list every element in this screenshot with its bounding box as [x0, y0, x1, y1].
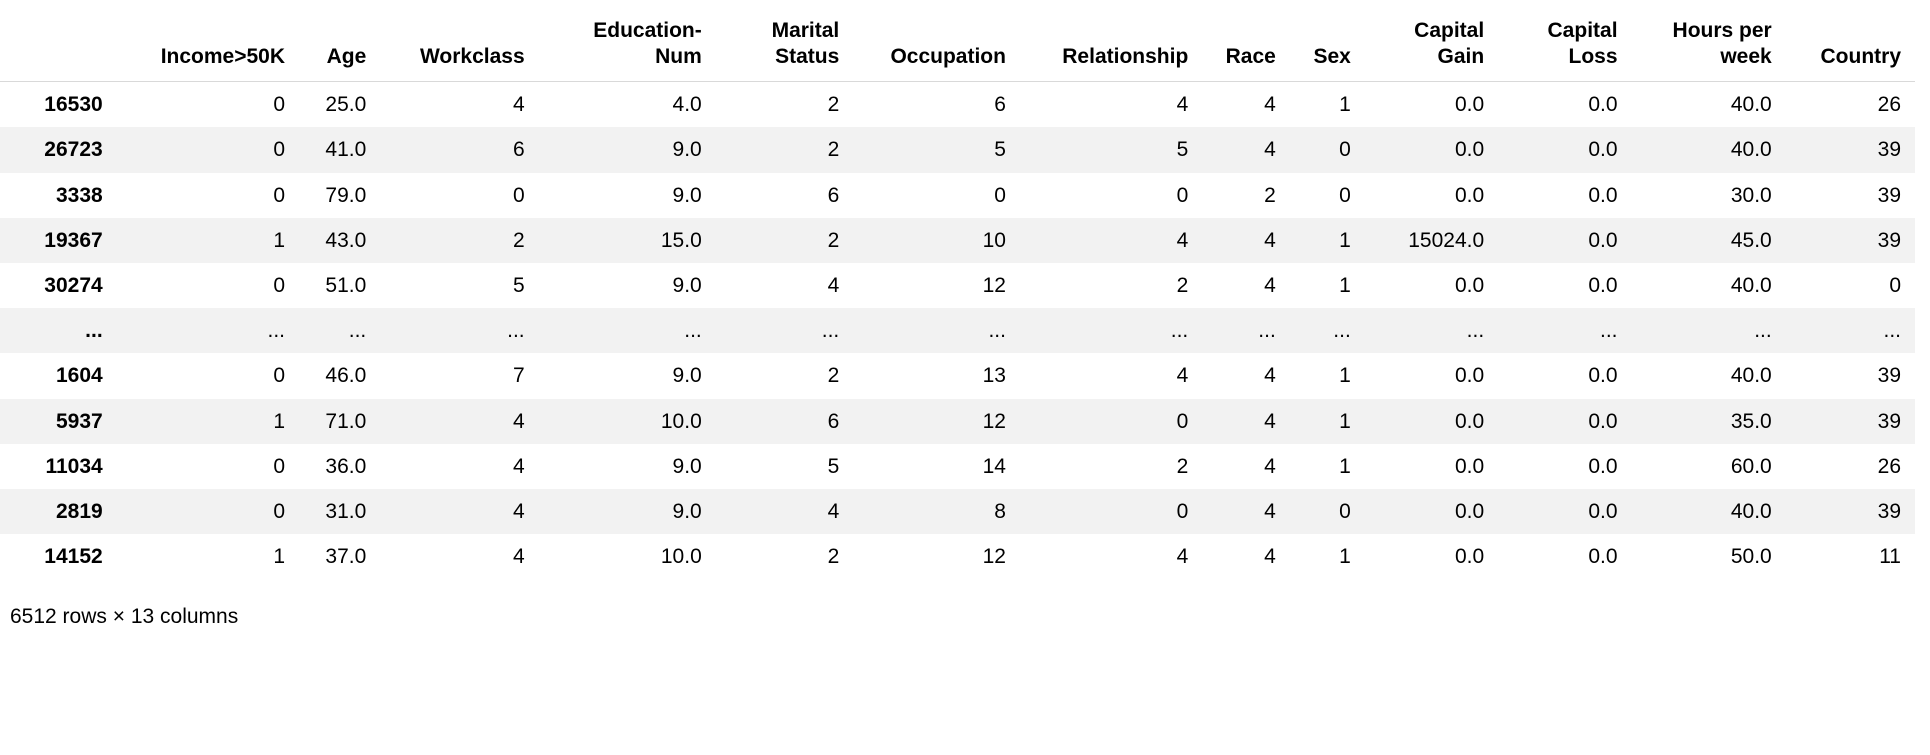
cell: 4	[1264, 273, 1276, 297]
cell: 0.0	[1588, 138, 1618, 162]
table-row	[0, 534, 1915, 579]
cell: 2	[1176, 273, 1189, 297]
cell: 5	[994, 138, 1006, 162]
cell: 0.0	[1454, 273, 1485, 297]
cell: 4	[1264, 499, 1276, 523]
cell: 6	[994, 93, 1006, 117]
cell: 41.0	[325, 138, 367, 162]
cell: 0	[1339, 183, 1351, 207]
cell: 4	[827, 499, 840, 523]
cell: 26	[1877, 93, 1901, 117]
table-body	[0, 82, 1915, 580]
header-cell-hours-per-week: Hours per week	[1632, 10, 1786, 82]
cell: 39	[1877, 138, 1901, 162]
cell: 10.0	[660, 409, 702, 433]
header-cell-capital-loss: Capital Loss	[1498, 10, 1631, 82]
cell: 0	[273, 499, 286, 523]
cell: 4	[1264, 545, 1276, 569]
row-index: 30274	[44, 273, 103, 297]
cell: ...	[988, 319, 1006, 343]
cell: 0	[1339, 499, 1351, 523]
cell: 9.0	[672, 183, 702, 207]
cell: 9.0	[672, 364, 702, 388]
cell: 4	[1264, 93, 1276, 117]
cell: 4	[1176, 545, 1189, 569]
cell: 0	[1176, 499, 1189, 523]
row-index: 19367	[44, 228, 103, 252]
cell: 0	[273, 364, 286, 388]
row-index: 16530	[44, 93, 103, 117]
cell: 1	[1339, 454, 1351, 478]
row-index: 14152	[44, 545, 103, 569]
cell: 15024.0	[1408, 228, 1485, 252]
cell: 40.0	[1730, 93, 1772, 117]
cell: 0	[512, 183, 525, 207]
header-row	[0, 10, 1915, 82]
header-cell-age: Age	[299, 10, 380, 82]
table-row	[0, 263, 1915, 308]
cell: 4	[512, 93, 525, 117]
cell: 0.0	[1454, 183, 1485, 207]
cell: 37.0	[325, 545, 367, 569]
cell: ...	[267, 319, 286, 343]
cell: 1	[1339, 273, 1351, 297]
cell: 25.0	[325, 93, 367, 117]
table-row	[0, 82, 1915, 128]
cell: 0	[1176, 409, 1189, 433]
row-index: 3338	[55, 183, 103, 207]
cell: ...	[1600, 319, 1618, 343]
header-cell-marital-status: Marital Status	[716, 10, 854, 82]
cell: 4	[1264, 364, 1276, 388]
cell: 39	[1877, 364, 1901, 388]
cell: 4	[512, 409, 525, 433]
cell: 0.0	[1588, 364, 1618, 388]
cell: 5	[827, 454, 840, 478]
cell: 4	[512, 454, 525, 478]
cell: 1	[273, 228, 286, 252]
cell: ...	[348, 319, 367, 343]
cell: ...	[821, 319, 840, 343]
cell: 0	[273, 454, 286, 478]
cell: 7	[512, 364, 525, 388]
cell: 0.0	[1454, 93, 1485, 117]
cell: 13	[982, 364, 1006, 388]
cell: ...	[1170, 319, 1189, 343]
cell: 0.0	[1588, 228, 1618, 252]
cell: 0.0	[1588, 93, 1618, 117]
table-row	[0, 218, 1915, 263]
cell: 5	[1176, 138, 1189, 162]
cell: 8	[994, 499, 1006, 523]
cell: 46.0	[325, 364, 367, 388]
cell: 0.0	[1588, 273, 1618, 297]
cell: 2	[1176, 454, 1189, 478]
cell: 50.0	[1730, 545, 1772, 569]
row-index: 1604	[55, 364, 103, 388]
cell: 4	[1264, 228, 1276, 252]
header-cell-race: Race	[1202, 10, 1290, 82]
row-index: 5937	[55, 409, 103, 433]
cell: 1	[1339, 93, 1351, 117]
table-row	[0, 353, 1915, 398]
cell: 2	[827, 93, 840, 117]
cell: 4	[1264, 409, 1276, 433]
cell: 30.0	[1730, 183, 1772, 207]
cell: 4.0	[672, 93, 702, 117]
cell: 51.0	[325, 273, 367, 297]
cell: ...	[1466, 319, 1485, 343]
table-row	[0, 444, 1915, 489]
header-cell-relationship: Relationship	[1020, 10, 1202, 82]
dataframe-table	[0, 10, 1915, 579]
cell: 79.0	[325, 183, 367, 207]
cell: 0	[1889, 273, 1901, 297]
cell: 0	[1339, 138, 1351, 162]
cell: 39	[1877, 228, 1901, 252]
cell: 26	[1877, 454, 1901, 478]
cell: 1	[1339, 409, 1351, 433]
cell: 1	[273, 545, 286, 569]
cell: ...	[1333, 319, 1351, 343]
dataframe-shape-label: 6512 rows × 13 columns	[10, 605, 239, 629]
cell: ...	[1258, 319, 1276, 343]
cell: 1	[273, 409, 286, 433]
cell: 10.0	[660, 545, 702, 569]
cell: 36.0	[325, 454, 367, 478]
cell: 4	[1264, 454, 1276, 478]
table-row-ellipsis	[0, 308, 1915, 353]
cell: 4	[1264, 138, 1276, 162]
cell: 15.0	[660, 228, 702, 252]
cell: 40.0	[1730, 364, 1772, 388]
cell: 0.0	[1588, 545, 1618, 569]
header-cell-education-num: Education-Num	[539, 10, 716, 82]
cell: 0.0	[1454, 409, 1485, 433]
cell: 4	[512, 499, 525, 523]
cell: 2	[827, 545, 840, 569]
cell: ...	[1883, 319, 1901, 343]
cell: 6	[512, 138, 525, 162]
header-cell-capital-gain: Capital Gain	[1365, 10, 1498, 82]
cell: 1	[1339, 545, 1351, 569]
cell: 31.0	[325, 499, 367, 523]
cell: 71.0	[325, 409, 367, 433]
cell: 11	[1879, 545, 1901, 569]
row-index: 2819	[55, 499, 103, 523]
cell: 0.0	[1454, 454, 1485, 478]
cell: 4	[1176, 228, 1189, 252]
cell: 0.0	[1454, 364, 1485, 388]
cell: 2	[827, 138, 840, 162]
cell: 45.0	[1730, 228, 1772, 252]
header-cell-country: Country	[1786, 10, 1915, 82]
cell: 39	[1877, 499, 1901, 523]
cell: 0	[1176, 183, 1189, 207]
row-index: ...	[85, 319, 103, 343]
cell: 4	[1176, 93, 1189, 117]
cell: 0	[994, 183, 1006, 207]
cell: 6	[827, 409, 840, 433]
table-header	[0, 10, 1915, 82]
cell: 2	[512, 228, 525, 252]
cell: 0.0	[1588, 409, 1618, 433]
cell: 10	[982, 228, 1006, 252]
cell: 43.0	[325, 228, 367, 252]
cell: 39	[1877, 409, 1901, 433]
cell: 1	[1339, 364, 1351, 388]
cell: 0.0	[1454, 545, 1485, 569]
table-row	[0, 173, 1915, 218]
table-row	[0, 399, 1915, 444]
cell: 0.0	[1588, 454, 1618, 478]
cell: 6	[827, 183, 840, 207]
cell: 4	[512, 545, 525, 569]
cell: 0	[273, 93, 286, 117]
header-cell-income: Income>50K	[117, 10, 299, 82]
cell: 2	[1264, 183, 1276, 207]
cell: 40.0	[1730, 273, 1772, 297]
cell: 12	[982, 409, 1006, 433]
header-cell-occupation: Occupation	[853, 10, 1020, 82]
cell: 40.0	[1730, 138, 1772, 162]
cell: 39	[1877, 183, 1901, 207]
cell: 0.0	[1588, 499, 1618, 523]
cell: 0	[273, 183, 286, 207]
cell: 60.0	[1730, 454, 1772, 478]
cell: 1	[1339, 228, 1351, 252]
table-row	[0, 489, 1915, 534]
cell: ...	[1754, 319, 1772, 343]
cell: 0	[273, 273, 286, 297]
cell: ...	[684, 319, 702, 343]
header-cell-sex: Sex	[1290, 10, 1365, 82]
cell: 9.0	[672, 454, 702, 478]
cell: 4	[1176, 364, 1189, 388]
cell: 0.0	[1454, 499, 1485, 523]
row-index: 26723	[44, 138, 103, 162]
cell: 12	[982, 545, 1006, 569]
cell: 2	[827, 364, 840, 388]
cell: 12	[982, 273, 1006, 297]
header-cell-index	[0, 10, 117, 82]
cell: 4	[827, 273, 840, 297]
header-cell-workclass: Workclass	[380, 10, 538, 82]
cell: 9.0	[672, 138, 702, 162]
cell: 0.0	[1454, 138, 1485, 162]
row-index: 11034	[45, 454, 103, 478]
cell: 14	[982, 454, 1006, 478]
cell: 9.0	[672, 273, 702, 297]
cell: 0.0	[1588, 183, 1618, 207]
cell: ...	[507, 319, 525, 343]
cell: 9.0	[672, 499, 702, 523]
cell: 35.0	[1730, 409, 1772, 433]
cell: 0	[273, 138, 286, 162]
cell: 2	[827, 228, 840, 252]
cell: 5	[512, 273, 525, 297]
table-row	[0, 127, 1915, 172]
cell: 40.0	[1730, 499, 1772, 523]
